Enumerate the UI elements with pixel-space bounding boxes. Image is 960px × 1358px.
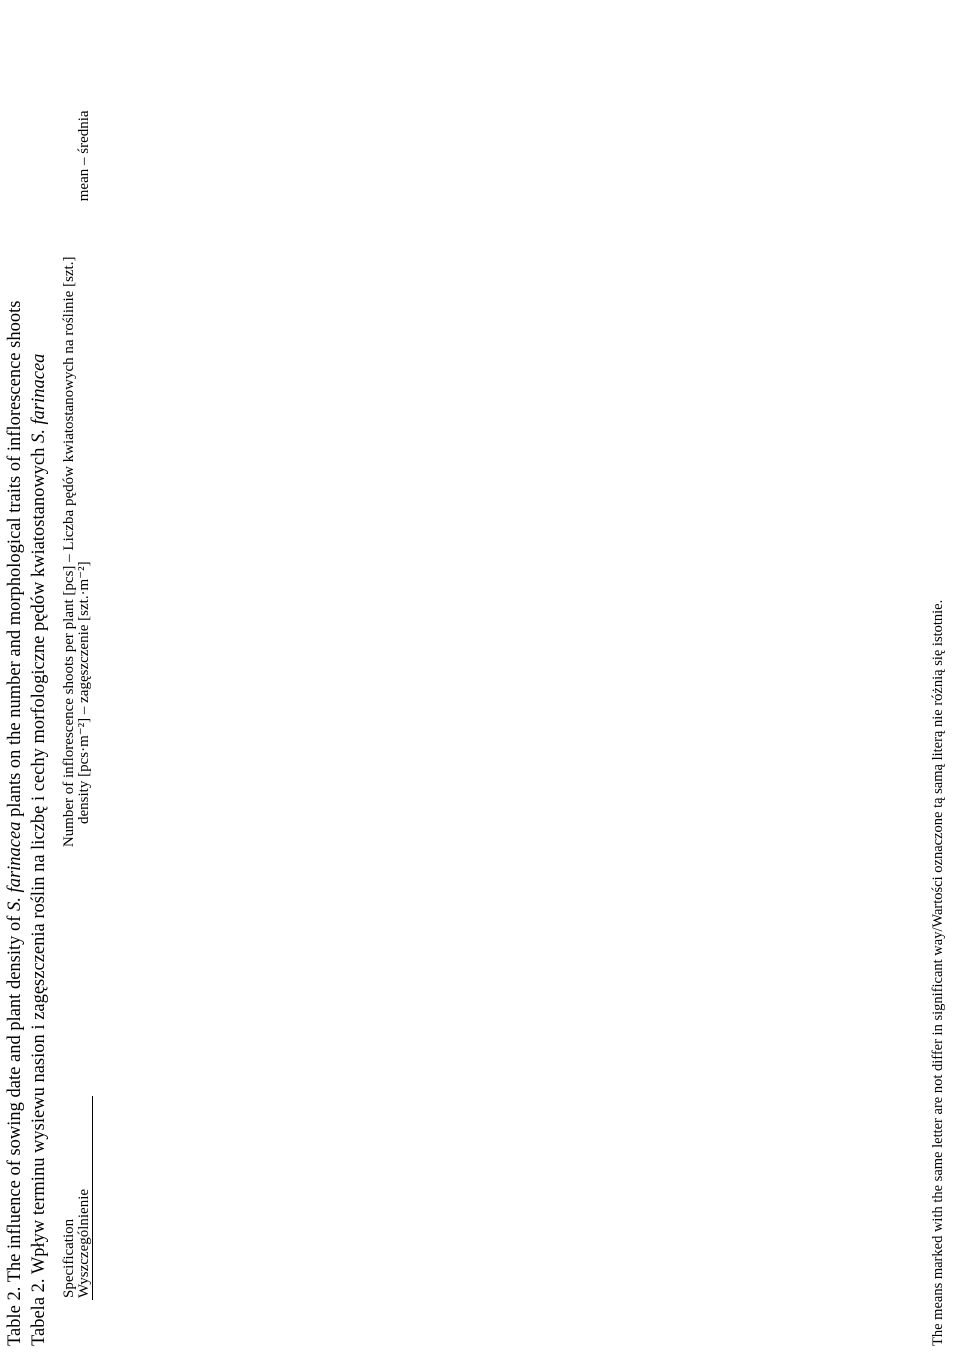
caption-pl-text: Tabela 2. Wpływ terminu wysiewu nasion i zagęszczenia roślin na liczbę i cechy morfologiczne pędów kwiatostanowych bbox=[29, 442, 49, 1346]
section-title: Number of inflorescence shoots per plant [pcs] – Liczba pędów kwiatostanowych na roślinie [szt.] bbox=[61, 256, 77, 848]
caption-en-suffix: plants on the number and morphological traits of inflorescence shoots bbox=[5, 300, 25, 822]
results-table bbox=[62, 15, 93, 1300]
spec-cell bbox=[62, 1096, 93, 1300]
caption-en-text: Table 2. The influence of sowing date and plant density of bbox=[5, 910, 25, 1346]
blank-cell bbox=[77, 1089, 92, 1096]
caption-english bbox=[4, 301, 26, 1346]
spec-en-label: Specification bbox=[61, 1218, 77, 1298]
caption-en-species: S. farinacea bbox=[5, 821, 25, 911]
caption-polish bbox=[28, 354, 50, 1346]
mean-label: mean – średnia bbox=[76, 110, 93, 202]
section-title-row bbox=[62, 15, 77, 1300]
spec-pl-label: Wyszczególnienie bbox=[76, 1188, 92, 1298]
blank-cell bbox=[62, 1089, 77, 1096]
footnote: The means marked with the same letter are not differ in significant way/Wartości oznaczone tą samą literą nie różnią się istotnie. bbox=[930, 599, 946, 1346]
density-label: density [pcs·m⁻²] – zagęszczenie [szt.·m⁻²] bbox=[76, 561, 93, 824]
caption-pl-species: S. farinacea bbox=[29, 353, 49, 443]
